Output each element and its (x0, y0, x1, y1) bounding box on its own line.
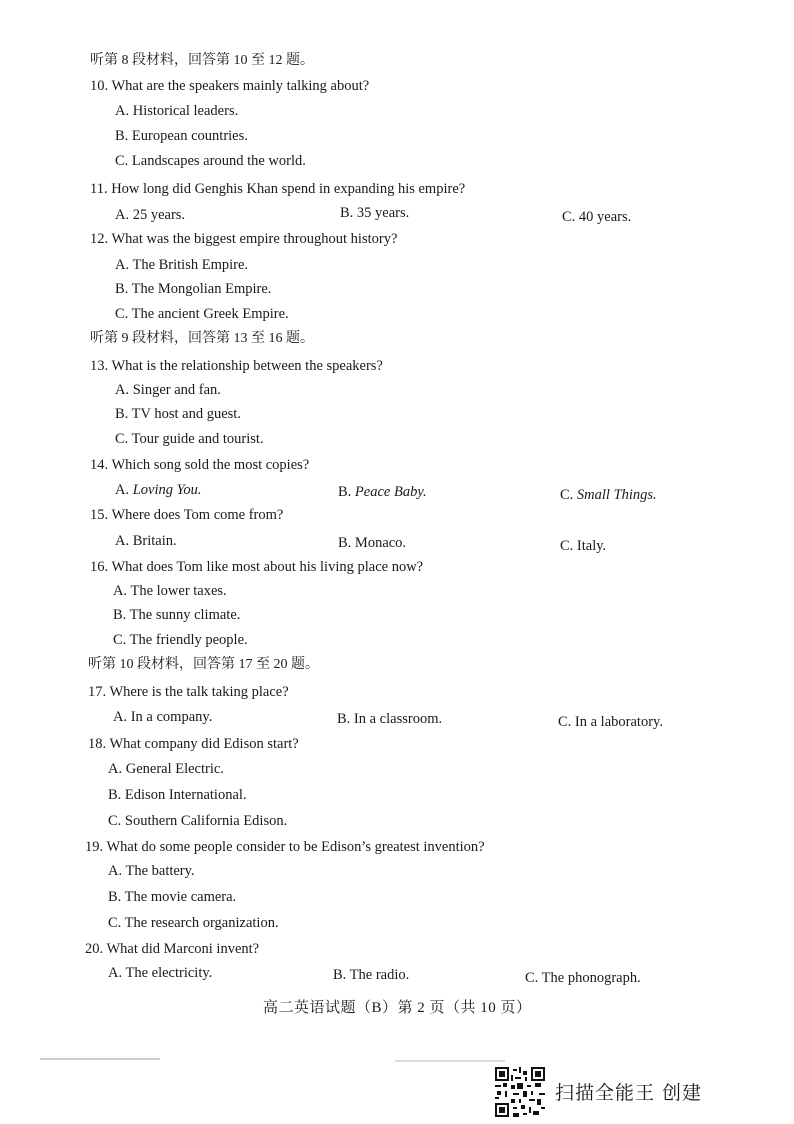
question-17-option-b: B. In a classroom. (337, 711, 443, 727)
question-19-stem: 19. What do some people consider to be Edison’s greatest invention? (85, 839, 485, 855)
question-20-option-c: C. The phonograph. (525, 970, 641, 986)
question-20-option-a: A. The electricity. (108, 965, 213, 981)
song-title: Peace Baby. (354, 484, 427, 500)
question-17-option-a: A. In a company. (113, 709, 213, 725)
question-11-stem: 11. How long did Genghis Khan spend in expanding his empire? (90, 181, 466, 197)
question-15-option-b: B. Monaco. (338, 535, 407, 551)
question-19-option-a: A. The battery. (108, 863, 195, 879)
question-14-option-b (338, 483, 427, 501)
question-17-stem: 17. Where is the talk taking place? (88, 684, 289, 700)
question-13-option-b: B. TV host and guest. (115, 406, 241, 422)
question-15-stem: 15. Where does Tom come from? (90, 507, 284, 523)
section-heading-10: 听第 10 段材料，回答第 17 至 20 题。 (88, 657, 319, 672)
song-title: Small Things. (576, 487, 657, 503)
question-20-option-b: B. The radio. (333, 967, 410, 983)
question-16-option-b: B. The sunny climate. (113, 607, 241, 623)
question-18-stem: 18. What company did Edison start? (88, 736, 299, 752)
question-20-stem: 20. What did Marconi invent? (85, 941, 260, 957)
question-16-option-c: C. The friendly people. (113, 632, 248, 648)
question-12-option-a: A. The British Empire. (115, 257, 249, 273)
question-16-option-a: A. The lower taxes. (113, 583, 227, 599)
question-13-option-c: C. Tour guide and tourist. (115, 431, 264, 447)
song-title: Loving You. (132, 482, 202, 498)
section-heading-9: 听第 9 段材料，回答第 13 至 16 题。 (90, 331, 314, 346)
question-18-option-c: C. Southern California Edison. (108, 813, 288, 829)
question-14-option-c (560, 486, 657, 504)
question-17-option-c: C. In a laboratory. (558, 714, 663, 730)
question-10-option-c: C. Landscapes around the world. (115, 153, 306, 169)
option-letter: B. (338, 484, 355, 500)
question-10-option-a: A. Historical leaders. (115, 103, 239, 119)
question-11-option-b: B. 35 years. (340, 205, 410, 221)
question-12-option-b: B. The Mongolian Empire. (115, 281, 272, 297)
question-19-option-b: B. The movie camera. (108, 889, 237, 905)
scan-edge-mark (40, 1058, 160, 1060)
question-11-option-a: A. 25 years. (115, 207, 186, 223)
option-letter: A. (115, 482, 133, 498)
question-11-option-c: C. 40 years. (562, 209, 632, 225)
question-12-stem: 12. What was the biggest empire throughout history? (90, 231, 398, 247)
question-15-option-c: C. Italy. (560, 538, 607, 554)
question-13-stem: 13. What is the relationship between the speakers? (90, 358, 383, 374)
question-16-stem: 16. What does Tom like most about his living place now? (90, 559, 424, 575)
page-footer: 高二英语试题（B）第 2 页（共 10 页） (263, 1000, 532, 1016)
option-letter: C. (560, 487, 577, 503)
question-18-option-b: B. Edison International. (108, 787, 247, 803)
question-14-option-a (115, 481, 202, 499)
question-18-option-a: A. General Electric. (108, 761, 224, 777)
question-19-option-c: C. The research organization. (108, 915, 279, 931)
section-heading-8: 听第 8 段材料，回答第 10 至 12 题。 (90, 53, 314, 68)
question-15-option-a: A. Britain. (115, 533, 177, 549)
scan-edge-mark (395, 1060, 505, 1062)
question-12-option-c: C. The ancient Greek Empire. (115, 306, 289, 322)
question-13-option-a: A. Singer and fan. (115, 382, 221, 398)
scanner-watermark-label: 扫描全能王 创建 (555, 1082, 703, 1104)
question-10-stem: 10. What are the speakers mainly talking about? (90, 78, 370, 94)
question-14-stem: 14. Which song sold the most copies? (90, 457, 310, 473)
question-10-option-b: B. European countries. (115, 128, 248, 144)
qr-code-icon (495, 1067, 545, 1117)
